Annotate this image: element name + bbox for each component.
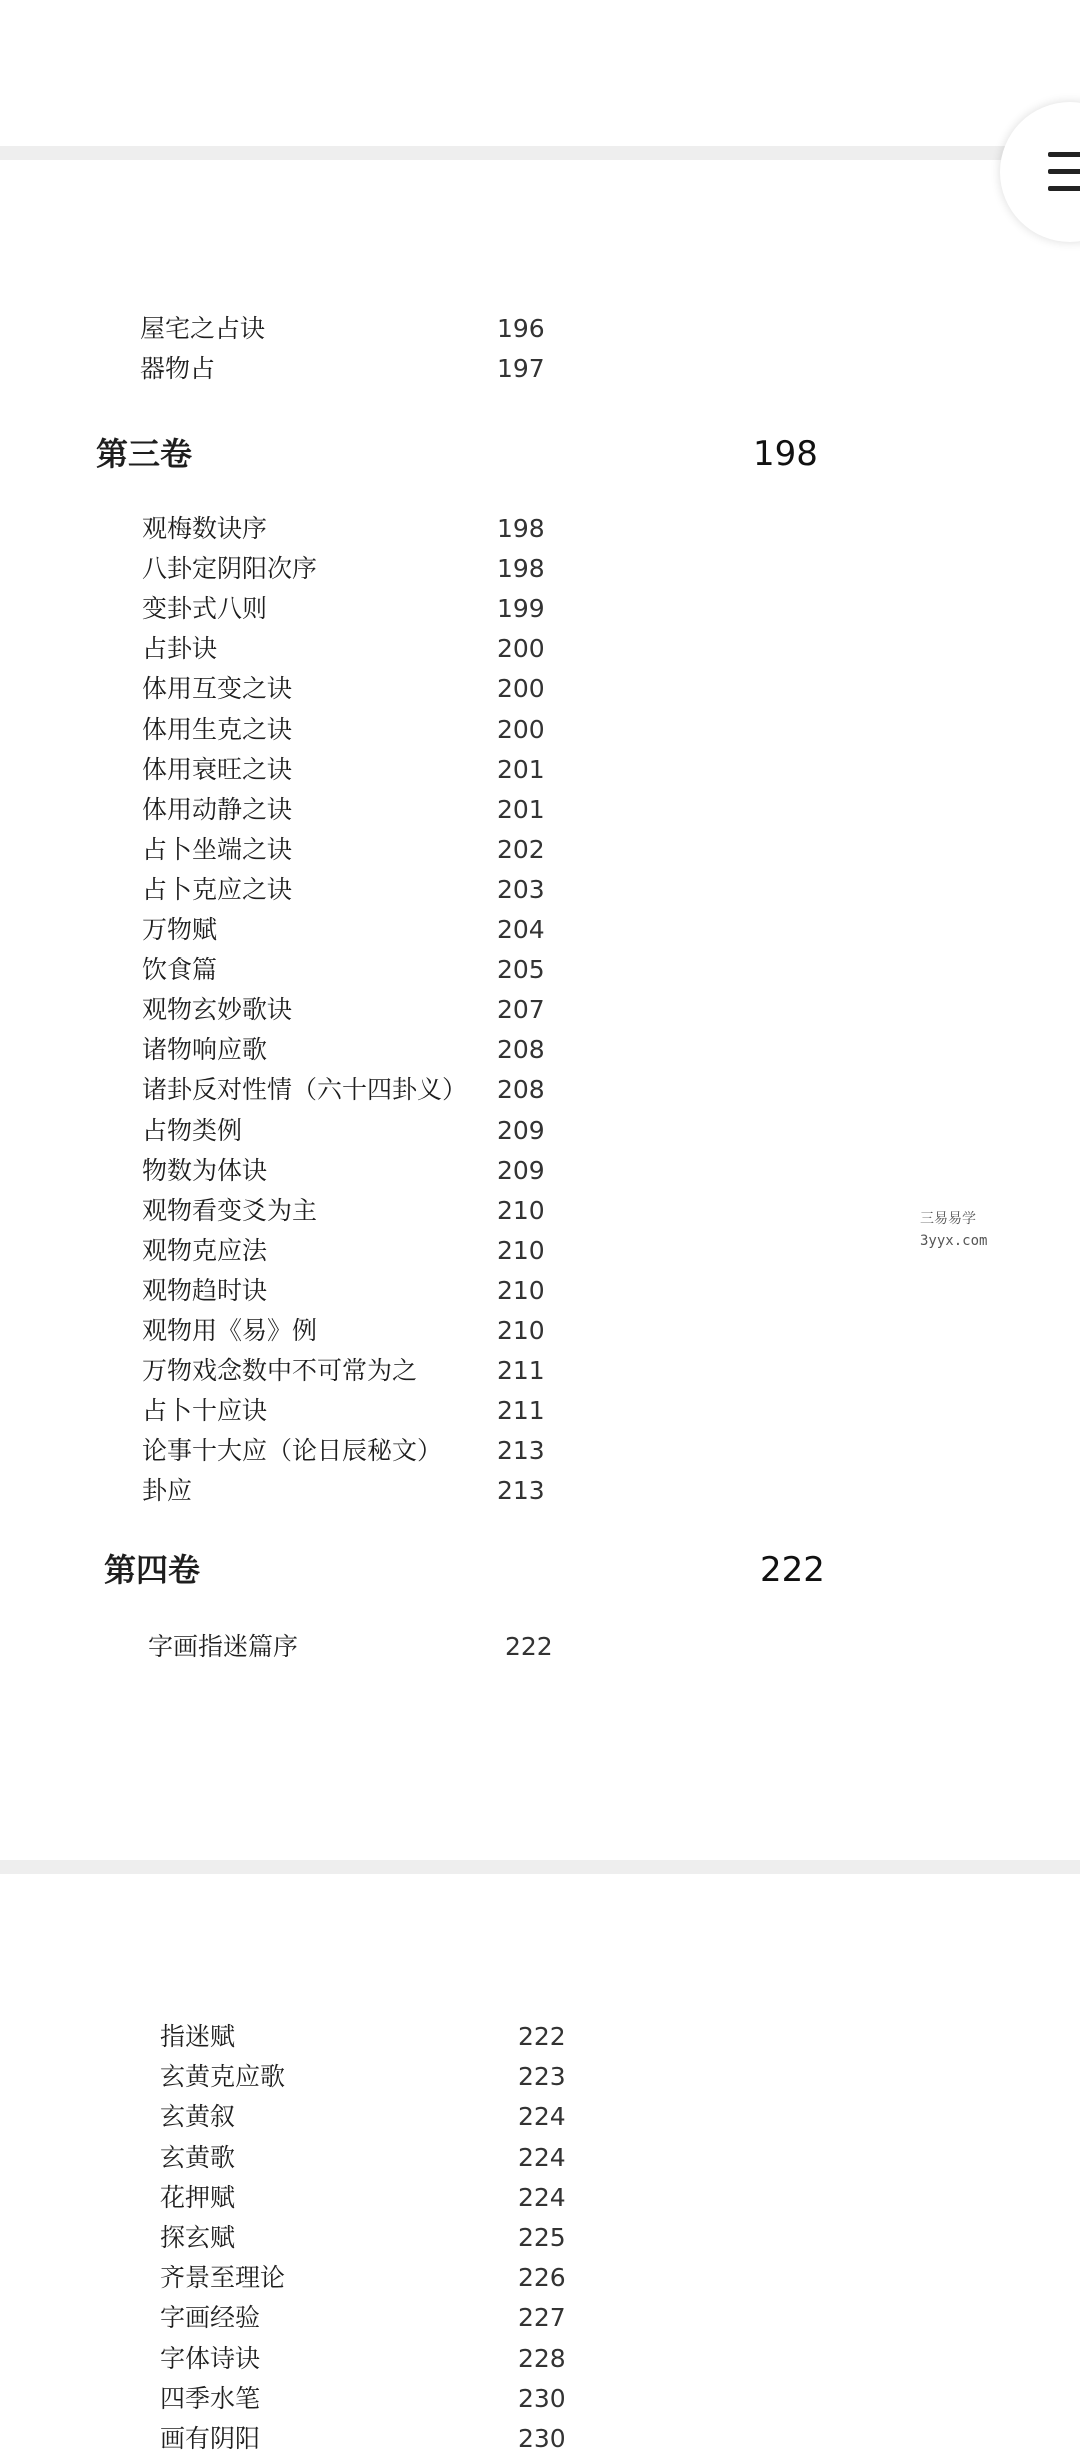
toc-entry-page-number: 208 bbox=[497, 1075, 545, 1104]
toc-entry-page-number: 208 bbox=[497, 1035, 545, 1064]
toc-entry-title: 体用互变之诀 bbox=[142, 674, 293, 703]
toc-entry-page-number: 197 bbox=[497, 354, 545, 383]
toc-entry-title: 占物类例 bbox=[142, 1116, 243, 1145]
toc-entry-title: 花押赋 bbox=[160, 2183, 236, 2212]
volume-heading[interactable] bbox=[96, 432, 818, 476]
toc-entry-title: 万物戏念数中不可常为之 bbox=[142, 1356, 418, 1385]
toc-entry-title: 观物用《易》例 bbox=[142, 1316, 318, 1345]
toc-entry-page-number: 223 bbox=[518, 2062, 566, 2091]
toc-entry-title: 占卜十应诀 bbox=[142, 1396, 268, 1425]
toc-entry-page-number: 204 bbox=[497, 915, 545, 944]
toc-entry-page-number: 210 bbox=[497, 1316, 545, 1345]
toc-entry-page-number: 201 bbox=[497, 755, 545, 784]
toc-entry-page-number: 213 bbox=[497, 1436, 545, 1465]
toc-entry-page-number: 209 bbox=[497, 1116, 545, 1145]
toc-entry-title: 诸物响应歌 bbox=[142, 1035, 268, 1064]
toc-entry-title: 观梅数诀序 bbox=[142, 514, 268, 543]
toc-entry-title: 占卦诀 bbox=[142, 634, 218, 663]
toc-entry-page-number: 199 bbox=[497, 594, 545, 623]
toc-entry-title: 八卦定阴阳次序 bbox=[142, 554, 318, 583]
toc-entry-page-number: 200 bbox=[497, 674, 545, 703]
toc-entry-page-number: 226 bbox=[518, 2263, 566, 2292]
toc-entry-title: 字画指迷篇序 bbox=[148, 1632, 299, 1661]
toc-entry-page-number: 205 bbox=[497, 955, 545, 984]
volume-page-number: 222 bbox=[760, 1550, 825, 1590]
toc-entry-page-number: 230 bbox=[518, 2424, 566, 2453]
toc-entry-page-number: 225 bbox=[518, 2223, 566, 2252]
toc-entry-title: 诸卦反对性情（六十四卦义） bbox=[142, 1075, 468, 1104]
toc-entry-title: 齐景至理论 bbox=[160, 2263, 286, 2292]
toc-entry-title: 观物克应法 bbox=[142, 1236, 268, 1265]
toc-entry-page-number: 211 bbox=[497, 1396, 545, 1425]
toc-entry-page-number: 200 bbox=[497, 634, 545, 663]
toc-entry-page-number: 200 bbox=[497, 715, 545, 744]
toc-entry-page-number: 210 bbox=[497, 1236, 545, 1265]
toc-entry-title: 占卜克应之诀 bbox=[142, 875, 293, 904]
watermark-url: 3yyx.com bbox=[920, 1233, 988, 1249]
toc-entry-title: 观物玄妙歌诀 bbox=[142, 995, 293, 1024]
toc-entry-page-number: 213 bbox=[497, 1476, 545, 1505]
volume-title: 第三卷 bbox=[96, 435, 193, 473]
toc-entry-title: 玄黄克应歌 bbox=[160, 2062, 286, 2091]
toc-entry-title: 探玄赋 bbox=[160, 2223, 236, 2252]
toc-entry-page-number: 230 bbox=[518, 2384, 566, 2413]
watermark bbox=[920, 1208, 987, 1252]
toc-entry-page-number: 210 bbox=[497, 1196, 545, 1225]
toc-entry-page-number: 228 bbox=[518, 2344, 566, 2373]
toc-entry-title: 屋宅之占诀 bbox=[140, 314, 266, 343]
watermark-name: 三易易学 bbox=[920, 1211, 976, 1227]
toc-entry-page-number: 202 bbox=[497, 835, 545, 864]
toc-entry-title: 体用衰旺之诀 bbox=[142, 755, 293, 784]
toc-entry-page-number: 209 bbox=[497, 1156, 545, 1185]
toc-entry-page-number: 198 bbox=[497, 514, 545, 543]
toc-entry-title: 占卜坐端之诀 bbox=[142, 835, 293, 864]
toc-entry-page-number: 198 bbox=[497, 554, 545, 583]
toc-entry-page-number: 224 bbox=[518, 2143, 566, 2172]
toc-entry-title: 万物赋 bbox=[142, 915, 218, 944]
toc-entry-title: 饮食篇 bbox=[142, 955, 218, 984]
toc-entry-title: 论事十大应（论日辰秘文） bbox=[142, 1436, 443, 1465]
toc-entry-page-number: 211 bbox=[497, 1356, 545, 1385]
toc-entry-title: 四季水笔 bbox=[160, 2384, 261, 2413]
page-divider bbox=[0, 146, 1080, 160]
toc-entry-title: 字体诗诀 bbox=[160, 2344, 261, 2373]
toc-entry-title: 指迷赋 bbox=[160, 2022, 236, 2051]
toc-entry-title: 体用动静之诀 bbox=[142, 795, 293, 824]
toc-entry-page-number: 227 bbox=[518, 2303, 566, 2332]
toc-entry-title: 体用生克之诀 bbox=[142, 715, 293, 744]
toc-entry-page-number: 201 bbox=[497, 795, 545, 824]
toc-entry-title: 观物趋时诀 bbox=[142, 1276, 268, 1305]
toc-entry-title: 玄黄叙 bbox=[160, 2102, 236, 2131]
toc-entry-page-number: 222 bbox=[505, 1632, 553, 1661]
toc-entry-page-number: 207 bbox=[497, 995, 545, 1024]
toc-entry-page-number: 196 bbox=[497, 314, 545, 343]
volume-heading[interactable] bbox=[104, 1548, 825, 1592]
toc-entry-title: 字画经验 bbox=[160, 2303, 261, 2332]
toc-entry-title: 器物占 bbox=[140, 354, 216, 383]
toc-entry-title: 变卦式八则 bbox=[142, 594, 268, 623]
toc-entry-title: 画有阴阳 bbox=[160, 2424, 261, 2453]
toc-entry-title: 物数为体诀 bbox=[142, 1156, 268, 1185]
toc-entry-title: 玄黄歌 bbox=[160, 2143, 236, 2172]
toc-entry-page-number: 222 bbox=[518, 2022, 566, 2051]
toc-entry-page-number: 210 bbox=[497, 1276, 545, 1305]
volume-page-number: 198 bbox=[753, 434, 818, 474]
toc-entry-page-number: 224 bbox=[518, 2102, 566, 2131]
menu-button[interactable] bbox=[1000, 102, 1080, 242]
toc-entry-title: 观物看变爻为主 bbox=[142, 1196, 318, 1225]
toc-entry-page-number: 224 bbox=[518, 2183, 566, 2212]
volume-title: 第四卷 bbox=[104, 1551, 201, 1589]
page-divider bbox=[0, 1860, 1080, 1874]
toc-entry-title: 卦应 bbox=[142, 1476, 193, 1505]
toc-entry-page-number: 203 bbox=[497, 875, 545, 904]
